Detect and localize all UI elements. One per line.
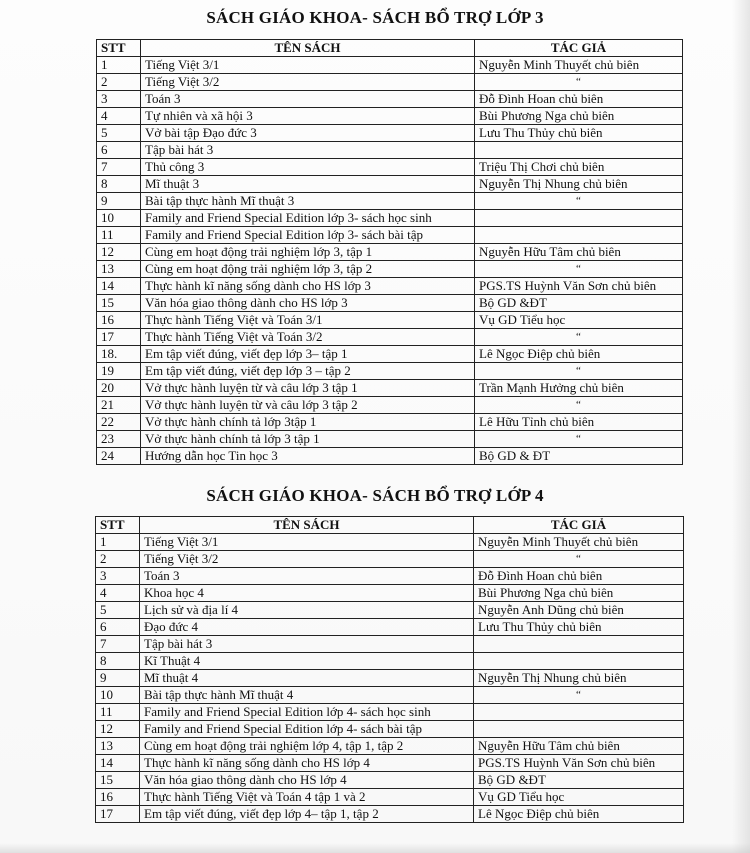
row-number: 14 — [96, 755, 140, 772]
grade4-table-body — [96, 534, 684, 823]
header-stt: STT — [96, 517, 140, 534]
row-number: 13 — [96, 738, 140, 755]
row-number: 6 — [96, 619, 140, 636]
table-row — [97, 125, 683, 142]
book-title: Vở thực hành chính tả lớp 3tập 1 — [141, 414, 475, 431]
book-author: “ — [474, 551, 684, 568]
book-title: Hướng dẫn học Tin học 3 — [141, 448, 475, 465]
row-number: 9 — [97, 193, 141, 210]
book-title: Thực hành Tiếng Việt và Toán 3/1 — [141, 312, 475, 329]
book-title: Thực hành kĩ năng sống dành cho HS lớp 3 — [141, 278, 475, 295]
table-row — [97, 193, 683, 210]
grade4-title: SÁCH GIÁO KHOA- SÁCH BỔ TRỢ LỚP 4 — [206, 486, 544, 505]
book-author: Bộ GD & ĐT — [475, 448, 683, 465]
row-number: 16 — [97, 312, 141, 329]
row-number: 15 — [97, 295, 141, 312]
book-author: PGS.TS Huỳnh Văn Sơn chủ biên — [475, 278, 683, 295]
header-author: TÁC GIẢ — [475, 40, 683, 57]
book-title: Em tập viết đúng, viết đẹp lớp 3 – tập 2 — [141, 363, 475, 380]
row-number: 12 — [97, 244, 141, 261]
row-number: 8 — [97, 176, 141, 193]
row-number: 9 — [96, 670, 140, 687]
table-row — [97, 176, 683, 193]
book-title: Tập bài hát 3 — [141, 142, 475, 159]
table-row — [96, 568, 684, 585]
book-title: Văn hóa giao thông dành cho HS lớp 3 — [141, 295, 475, 312]
header-book-title: TÊN SÁCH — [141, 40, 475, 57]
table-row — [97, 91, 683, 108]
row-number: 17 — [97, 329, 141, 346]
row-number: 13 — [97, 261, 141, 278]
row-number: 5 — [97, 125, 141, 142]
book-author: Nguyễn Minh Thuyết chủ biên — [475, 57, 683, 74]
table-row — [97, 329, 683, 346]
row-number: 8 — [96, 653, 140, 670]
book-author: “ — [475, 261, 683, 278]
book-title: Mĩ thuật 3 — [141, 176, 475, 193]
row-number: 11 — [96, 704, 140, 721]
book-title: Lịch sử và địa lí 4 — [140, 602, 474, 619]
book-author: Triệu Thị Chơi chủ biên — [475, 159, 683, 176]
book-author — [475, 142, 683, 159]
row-number: 18. — [97, 346, 141, 363]
table-header-row — [96, 517, 684, 534]
row-number: 22 — [97, 414, 141, 431]
page-edge-shadow — [732, 0, 750, 853]
book-author: Lưu Thu Thủy chủ biên — [475, 125, 683, 142]
book-author: Nguyễn Hữu Tâm chủ biên — [474, 738, 684, 755]
book-title: Family and Friend Special Edition lớp 4- sách học sinh — [140, 704, 474, 721]
book-title: Vở thực hành chính tả lớp 3 tập 1 — [141, 431, 475, 448]
table-row — [96, 806, 684, 823]
table-row — [97, 380, 683, 397]
book-author: “ — [475, 74, 683, 91]
book-title: Khoa học 4 — [140, 585, 474, 602]
book-author: Bùi Phương Nga chủ biên — [475, 108, 683, 125]
book-title: Thực hành kĩ năng sống dành cho HS lớp 4 — [140, 755, 474, 772]
book-title: Family and Friend Special Edition lớp 3- sách học sinh — [141, 210, 475, 227]
grade3-title: SÁCH GIÁO KHOA- SÁCH BỔ TRỢ LỚP 3 — [206, 8, 544, 27]
book-author: Lê Ngọc Điệp chủ biên — [474, 806, 684, 823]
book-title: Thực hành Tiếng Việt và Toán 4 tập 1 và 2 — [140, 789, 474, 806]
book-title: Toán 3 — [140, 568, 474, 585]
book-author: Nguyễn Anh Dũng chủ biên — [474, 602, 684, 619]
table-row — [97, 244, 683, 261]
book-author: Vụ GD Tiểu học — [475, 312, 683, 329]
book-title: Thủ công 3 — [141, 159, 475, 176]
table-row — [97, 142, 683, 159]
table-row — [96, 789, 684, 806]
book-title: Vở bài tập Đạo đức 3 — [141, 125, 475, 142]
table-row — [97, 74, 683, 91]
book-author: Lưu Thu Thủy chủ biên — [474, 619, 684, 636]
grade4-book-table — [95, 516, 684, 823]
table-row — [97, 346, 683, 363]
book-author: “ — [474, 687, 684, 704]
row-number: 4 — [96, 585, 140, 602]
table-row — [97, 261, 683, 278]
row-number: 16 — [96, 789, 140, 806]
row-number: 11 — [97, 227, 141, 244]
book-author: Đỗ Đình Hoan chủ biên — [475, 91, 683, 108]
table-row — [97, 414, 683, 431]
row-number: 24 — [97, 448, 141, 465]
book-title: Đạo đức 4 — [140, 619, 474, 636]
book-author: Nguyễn Hữu Tâm chủ biên — [475, 244, 683, 261]
table-row — [97, 431, 683, 448]
book-author — [475, 210, 683, 227]
header-stt: STT — [97, 40, 141, 57]
table-row — [96, 755, 684, 772]
book-title: Thực hành Tiếng Việt và Toán 3/2 — [141, 329, 475, 346]
row-number: 2 — [97, 74, 141, 91]
row-number: 7 — [97, 159, 141, 176]
book-title: Cùng em hoạt động trải nghiệm lớp 4, tập 1, tập 2 — [140, 738, 474, 755]
row-number: 10 — [96, 687, 140, 704]
row-number: 4 — [97, 108, 141, 125]
table-row — [96, 653, 684, 670]
book-title: Tiếng Việt 3/1 — [140, 534, 474, 551]
book-author: “ — [475, 193, 683, 210]
book-title: Toán 3 — [141, 91, 475, 108]
row-number: 20 — [97, 380, 141, 397]
book-title: Cùng em hoạt động trải nghiệm lớp 3, tập 2 — [141, 261, 475, 278]
header-author: TÁC GIẢ — [474, 517, 684, 534]
book-author — [474, 721, 684, 738]
row-number: 2 — [96, 551, 140, 568]
book-title: Cùng em hoạt động trải nghiệm lớp 3, tập 1 — [141, 244, 475, 261]
book-title: Mĩ thuật 4 — [140, 670, 474, 687]
book-author: Nguyễn Minh Thuyết chủ biên — [474, 534, 684, 551]
row-number: 15 — [96, 772, 140, 789]
book-title: Em tập viết đúng, viết đẹp lớp 3– tập 1 — [141, 346, 475, 363]
table-row — [96, 772, 684, 789]
grade3-book-table — [96, 39, 683, 465]
row-number: 5 — [96, 602, 140, 619]
table-row — [97, 397, 683, 414]
book-author: Bùi Phương Nga chủ biên — [474, 585, 684, 602]
row-number: 1 — [96, 534, 140, 551]
book-author: Vụ GD Tiểu học — [474, 789, 684, 806]
book-author — [474, 636, 684, 653]
row-number: 7 — [96, 636, 140, 653]
table-row — [96, 585, 684, 602]
table-row — [96, 704, 684, 721]
table-row — [96, 721, 684, 738]
book-author: Lê Hữu Tỉnh chủ biên — [475, 414, 683, 431]
book-title: Tự nhiên và xã hội 3 — [141, 108, 475, 125]
book-author: “ — [475, 431, 683, 448]
row-number: 12 — [96, 721, 140, 738]
table-row — [96, 534, 684, 551]
table-row — [96, 636, 684, 653]
book-author — [474, 704, 684, 721]
table-row — [97, 159, 683, 176]
row-number: 23 — [97, 431, 141, 448]
book-title: Tiếng Việt 3/2 — [140, 551, 474, 568]
row-number: 10 — [97, 210, 141, 227]
row-number: 1 — [97, 57, 141, 74]
book-title: Em tập viết đúng, viết đẹp lớp 4– tập 1, tập 2 — [140, 806, 474, 823]
book-author: Đỗ Đình Hoan chủ biên — [474, 568, 684, 585]
row-number: 21 — [97, 397, 141, 414]
book-author: Bộ GD &ĐT — [474, 772, 684, 789]
book-author — [474, 653, 684, 670]
table-row — [96, 551, 684, 568]
table-row — [97, 363, 683, 380]
book-title: Văn hóa giao thông dành cho HS lớp 4 — [140, 772, 474, 789]
table-row — [96, 687, 684, 704]
row-number: 3 — [96, 568, 140, 585]
table-row — [96, 619, 684, 636]
book-author: Nguyễn Thị Nhung chủ biên — [474, 670, 684, 687]
table-row — [97, 448, 683, 465]
table-row — [96, 738, 684, 755]
book-title: Kĩ Thuật 4 — [140, 653, 474, 670]
book-title: Tiếng Việt 3/1 — [141, 57, 475, 74]
row-number: 19 — [97, 363, 141, 380]
table-row — [96, 602, 684, 619]
book-title: Family and Friend Special Edition lớp 3- sách bài tập — [141, 227, 475, 244]
book-title: Tập bài hát 3 — [140, 636, 474, 653]
book-title: Bài tập thực hành Mĩ thuật 3 — [141, 193, 475, 210]
row-number: 6 — [97, 142, 141, 159]
table-row — [97, 210, 683, 227]
table-row — [97, 295, 683, 312]
table-header-row — [97, 40, 683, 57]
book-author: Lê Ngọc Điệp chủ biên — [475, 346, 683, 363]
row-number: 14 — [97, 278, 141, 295]
table-row — [96, 670, 684, 687]
book-author: PGS.TS Huỳnh Văn Sơn chủ biên — [474, 755, 684, 772]
book-title: Bài tập thực hành Mĩ thuật 4 — [140, 687, 474, 704]
book-title: Tiếng Việt 3/2 — [141, 74, 475, 91]
table-row — [97, 278, 683, 295]
table-row — [97, 227, 683, 244]
table-row — [97, 57, 683, 74]
book-author: “ — [475, 329, 683, 346]
table-row — [97, 108, 683, 125]
row-number: 17 — [96, 806, 140, 823]
book-author: Nguyễn Thị Nhung chủ biên — [475, 176, 683, 193]
book-author: “ — [475, 363, 683, 380]
book-author — [475, 227, 683, 244]
row-number: 3 — [97, 91, 141, 108]
header-book-title: TÊN SÁCH — [140, 517, 474, 534]
book-title: Vở thực hành luyện từ và câu lớp 3 tập 2 — [141, 397, 475, 414]
book-title: Vở thực hành luyện từ và câu lớp 3 tập 1 — [141, 380, 475, 397]
book-title: Family and Friend Special Edition lớp 4- sách bài tập — [140, 721, 474, 738]
table-row — [97, 312, 683, 329]
grade3-table-body — [97, 57, 683, 465]
book-author: “ — [475, 397, 683, 414]
page-bottom-shadow — [0, 843, 750, 853]
book-author: Trần Mạnh Hưởng chủ biên — [475, 380, 683, 397]
book-author: Bộ GD &ĐT — [475, 295, 683, 312]
